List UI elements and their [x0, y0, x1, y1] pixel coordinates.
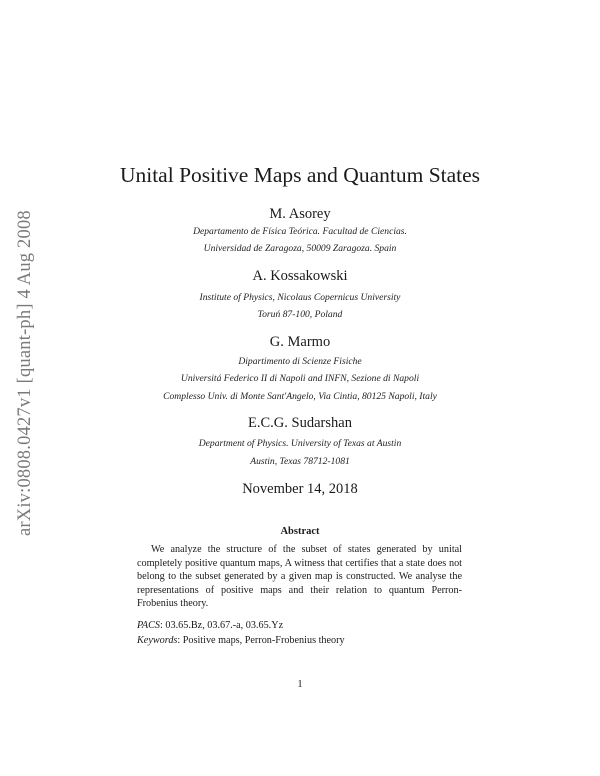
author-affiliation-line: Institute of Physics, Nicolaus Copernicus University — [199, 292, 401, 303]
abstract-body: We analyze the structure of the subset of states generated by unital completely positive quantum maps, A witness that certifies that a state does not belong to the subset generated by a given map is constructed. We analyse the representations of positive maps and their relation to quantum Perron-Frobenius theory. — [137, 544, 462, 610]
pacs-line — [137, 620, 283, 631]
author-name-asorey: M. Asorey — [269, 206, 331, 222]
paper-title: Unital Positive Maps and Quantum States — [119, 163, 481, 187]
author-affiliation-line: Austin, Texas 78712-1081 — [250, 456, 350, 467]
author-affiliation-line: Universitá Federico II di Napoli and INFN, Sezione di Napoli — [180, 373, 420, 384]
keywords-line — [137, 635, 345, 646]
author-name-marmo: G. Marmo — [269, 334, 331, 350]
author-affiliation-line: Complesso Univ. di Monte Sant'Angelo, Via Cintia, 80125 Napoli, Italy — [163, 391, 437, 402]
paper-date: November 14, 2018 — [242, 481, 358, 497]
keywords-value: : Positive maps, Perron-Frobenius theory — [177, 635, 345, 646]
keywords-label: Keywords — [137, 635, 178, 646]
author-affiliation-line: Departamento de Física Teórica. Facultad de Ciencias. — [193, 226, 407, 237]
page-number: 1 — [297, 679, 303, 690]
abstract-heading: Abstract — [280, 526, 320, 537]
author-affiliation-line: Universidad de Zaragoza, 50009 Zaragoza. Spain — [203, 243, 397, 254]
author-name-kossakowski: A. Kossakowski — [252, 268, 348, 284]
author-affiliation-line: Toruń 87-100, Poland — [257, 309, 343, 320]
author-name-sudarshan: E.C.G. Sudarshan — [248, 415, 352, 431]
pacs-label: PACS — [137, 620, 161, 631]
arxiv-identifier-stamp: arXiv:0808.0427v1 [quant-ph] 4 Aug 2008 — [15, 210, 35, 536]
author-affiliation-line: Department of Physics. University of Texas at Austin — [198, 438, 402, 449]
author-affiliation-line: Dipartimento di Scienze Fisiche — [238, 356, 362, 367]
pacs-value: : 03.65.Bz, 03.67.-a, 03.65.Yz — [160, 620, 284, 631]
